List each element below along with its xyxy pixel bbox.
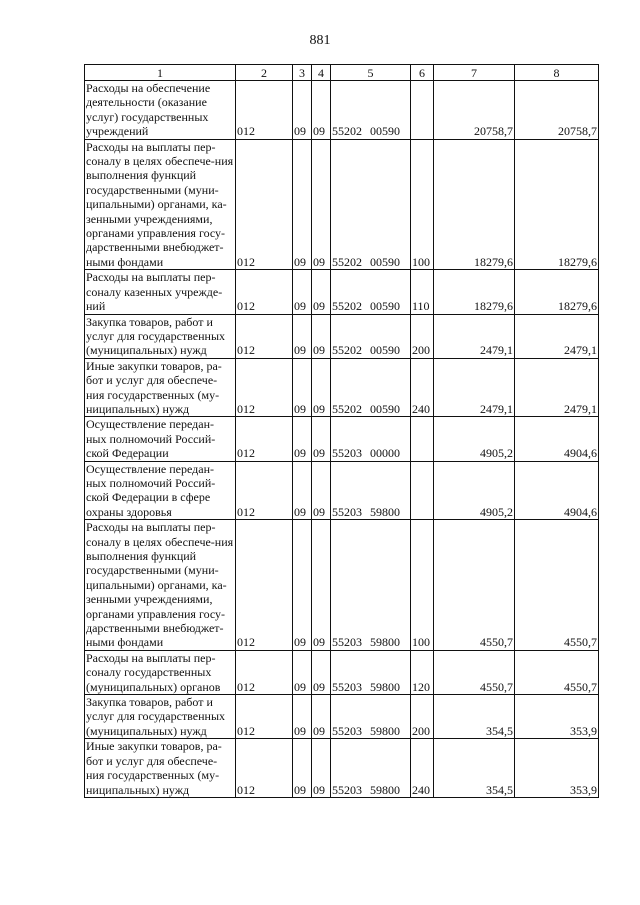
target-code-direction: 00590: [370, 299, 400, 314]
amount-col8: 353,9: [515, 695, 599, 739]
target-code: [331, 739, 411, 798]
amount-col7: 18279,6: [434, 270, 515, 314]
target-code-program: 55203: [332, 782, 362, 797]
subsection-code: 09: [312, 417, 331, 461]
target-code-direction: 59800: [370, 679, 400, 694]
amount-col8: 2479,1: [515, 358, 599, 417]
amount-col8: 20758,7: [515, 81, 599, 140]
target-code-program: 55202: [332, 401, 362, 416]
subsection-code: 09: [312, 695, 331, 739]
item-name: Иные закупки товаров, ра-бот и услуг для обеспече-ния государственных (му-ниципальных) нужд: [85, 358, 236, 417]
amount-col8: 353,9: [515, 739, 599, 798]
target-code: [331, 358, 411, 417]
subsection-code: 09: [312, 358, 331, 417]
section-code: 09: [293, 650, 312, 694]
subsection-code: 09: [312, 139, 331, 270]
section-code: 09: [293, 520, 312, 651]
amount-col8: 2479,1: [515, 314, 599, 358]
header-cell: 3: [293, 65, 312, 81]
header-cell: 7: [434, 65, 515, 81]
expense-type-code: 200: [411, 314, 434, 358]
expense-type-code: [411, 81, 434, 140]
target-code-direction: 00590: [370, 401, 400, 416]
ministry-code: 012: [236, 695, 293, 739]
target-code-program: 55202: [332, 299, 362, 314]
target-code-program: 55202: [332, 343, 362, 358]
header-cell: 4: [312, 65, 331, 81]
section-code: 09: [293, 81, 312, 140]
item-name: Расходы на выплаты пер-соналу в целях обеспече-ния выполнения функций государственными (муни-ципальными) органами, ка-зенными учреждениями, органами управления госу-дарственными внебюджет-ными фондами: [85, 520, 236, 651]
target-code: [331, 695, 411, 739]
item-name: Закупка товаров, работ и услуг для государственных (муниципальных) нужд: [85, 695, 236, 739]
target-code-direction: 59800: [370, 782, 400, 797]
amount-col8: 4904,6: [515, 417, 599, 461]
target-code-program: 55203: [332, 635, 362, 650]
item-name: Осуществление передан-ных полномочий Россий-ской Федерации в сфере охраны здоровья: [85, 461, 236, 520]
amount-col7: 4550,7: [434, 650, 515, 694]
expense-type-code: 240: [411, 739, 434, 798]
section-code: 09: [293, 270, 312, 314]
target-code-program: 55202: [332, 124, 362, 139]
amount-col7: 4905,2: [434, 461, 515, 520]
section-code: 09: [293, 739, 312, 798]
amount-col7: 18279,6: [434, 139, 515, 270]
expense-type-code: 120: [411, 650, 434, 694]
table-row: [85, 695, 599, 739]
item-name: Расходы на обеспечение деятельности (оказание услуг) государственных учреждений: [85, 81, 236, 140]
target-code: [331, 139, 411, 270]
amount-col7: 354,5: [434, 739, 515, 798]
table-row: [85, 314, 599, 358]
section-code: 09: [293, 417, 312, 461]
expense-type-code: [411, 461, 434, 520]
target-code: [331, 650, 411, 694]
ministry-code: 012: [236, 417, 293, 461]
table-row: [85, 81, 599, 140]
target-code-program: 55202: [332, 254, 362, 269]
ministry-code: 012: [236, 314, 293, 358]
target-code-direction: 00590: [370, 254, 400, 269]
item-name: Закупка товаров, работ и услуг для государственных (муниципальных) нужд: [85, 314, 236, 358]
table-row: [85, 270, 599, 314]
amount-col7: 2479,1: [434, 358, 515, 417]
target-code-program: 55203: [332, 446, 362, 461]
subsection-code: 09: [312, 270, 331, 314]
target-code: [331, 461, 411, 520]
target-code-program: 55203: [332, 723, 362, 738]
ministry-code: 012: [236, 81, 293, 140]
table-row: [85, 461, 599, 520]
section-code: 09: [293, 314, 312, 358]
section-code: 09: [293, 139, 312, 270]
table-row: [85, 650, 599, 694]
ministry-code: 012: [236, 650, 293, 694]
subsection-code: 09: [312, 650, 331, 694]
table-row: [85, 139, 599, 270]
amount-col7: 4905,2: [434, 417, 515, 461]
table-row: [85, 358, 599, 417]
page-number: 881: [309, 33, 331, 48]
ministry-code: 012: [236, 520, 293, 651]
amount-col7: 354,5: [434, 695, 515, 739]
target-code-direction: 59800: [370, 635, 400, 650]
ministry-code: 012: [236, 739, 293, 798]
target-code: [331, 314, 411, 358]
amount-col8: 4904,6: [515, 461, 599, 520]
section-code: 09: [293, 358, 312, 417]
subsection-code: 09: [312, 461, 331, 520]
header-cell: 1: [85, 65, 236, 81]
budget-table: [84, 64, 599, 798]
amount-col8: 18279,6: [515, 270, 599, 314]
target-code-program: 55203: [332, 504, 362, 519]
expense-type-code: 200: [411, 695, 434, 739]
header-row: [85, 65, 599, 81]
section-code: 09: [293, 461, 312, 520]
target-code: [331, 81, 411, 140]
target-code: [331, 520, 411, 651]
table-row: [85, 739, 599, 798]
subsection-code: 09: [312, 314, 331, 358]
ministry-code: 012: [236, 358, 293, 417]
amount-col8: 18279,6: [515, 139, 599, 270]
subsection-code: 09: [312, 81, 331, 140]
section-code: 09: [293, 695, 312, 739]
expense-type-code: [411, 417, 434, 461]
header-cell: 2: [236, 65, 293, 81]
item-name: Расходы на выплаты пер-соналу в целях обеспече-ния выполнения функций государственными (муни-ципальными) органами, ка-зенными учреждениями, органами управления госу-дарственными внебюджет-ными фондами: [85, 139, 236, 270]
target-code: [331, 417, 411, 461]
amount-col7: 20758,7: [434, 81, 515, 140]
item-name: Расходы на выплаты пер-соналу казенных учрежде-ний: [85, 270, 236, 314]
ministry-code: 012: [236, 461, 293, 520]
target-code-direction: 00590: [370, 343, 400, 358]
expense-type-code: 100: [411, 139, 434, 270]
amount-col8: 4550,7: [515, 650, 599, 694]
item-name: Осуществление передан-ных полномочий Россий-ской Федерации: [85, 417, 236, 461]
amount-col7: 2479,1: [434, 314, 515, 358]
ministry-code: 012: [236, 270, 293, 314]
target-code-direction: 00000: [370, 446, 400, 461]
amount-col7: 4550,7: [434, 520, 515, 651]
expense-type-code: 110: [411, 270, 434, 314]
subsection-code: 09: [312, 520, 331, 651]
item-name: Расходы на выплаты пер-соналу государственных (муниципальных) органов: [85, 650, 236, 694]
table-row: [85, 417, 599, 461]
header-cell: 5: [331, 65, 411, 81]
amount-col8: 4550,7: [515, 520, 599, 651]
header-cell: 6: [411, 65, 434, 81]
table-row: [85, 520, 599, 651]
ministry-code: 012: [236, 139, 293, 270]
target-code-direction: 00590: [370, 124, 400, 139]
subsection-code: 09: [312, 739, 331, 798]
item-name: Иные закупки товаров, ра-бот и услуг для обеспече-ния государственных (му-ниципальных) нужд: [85, 739, 236, 798]
header-cell: 8: [515, 65, 599, 81]
expense-type-code: 100: [411, 520, 434, 651]
target-code-direction: 59800: [370, 723, 400, 738]
target-code-program: 55203: [332, 679, 362, 694]
target-code: [331, 270, 411, 314]
target-code-direction: 59800: [370, 504, 400, 519]
expense-type-code: 240: [411, 358, 434, 417]
